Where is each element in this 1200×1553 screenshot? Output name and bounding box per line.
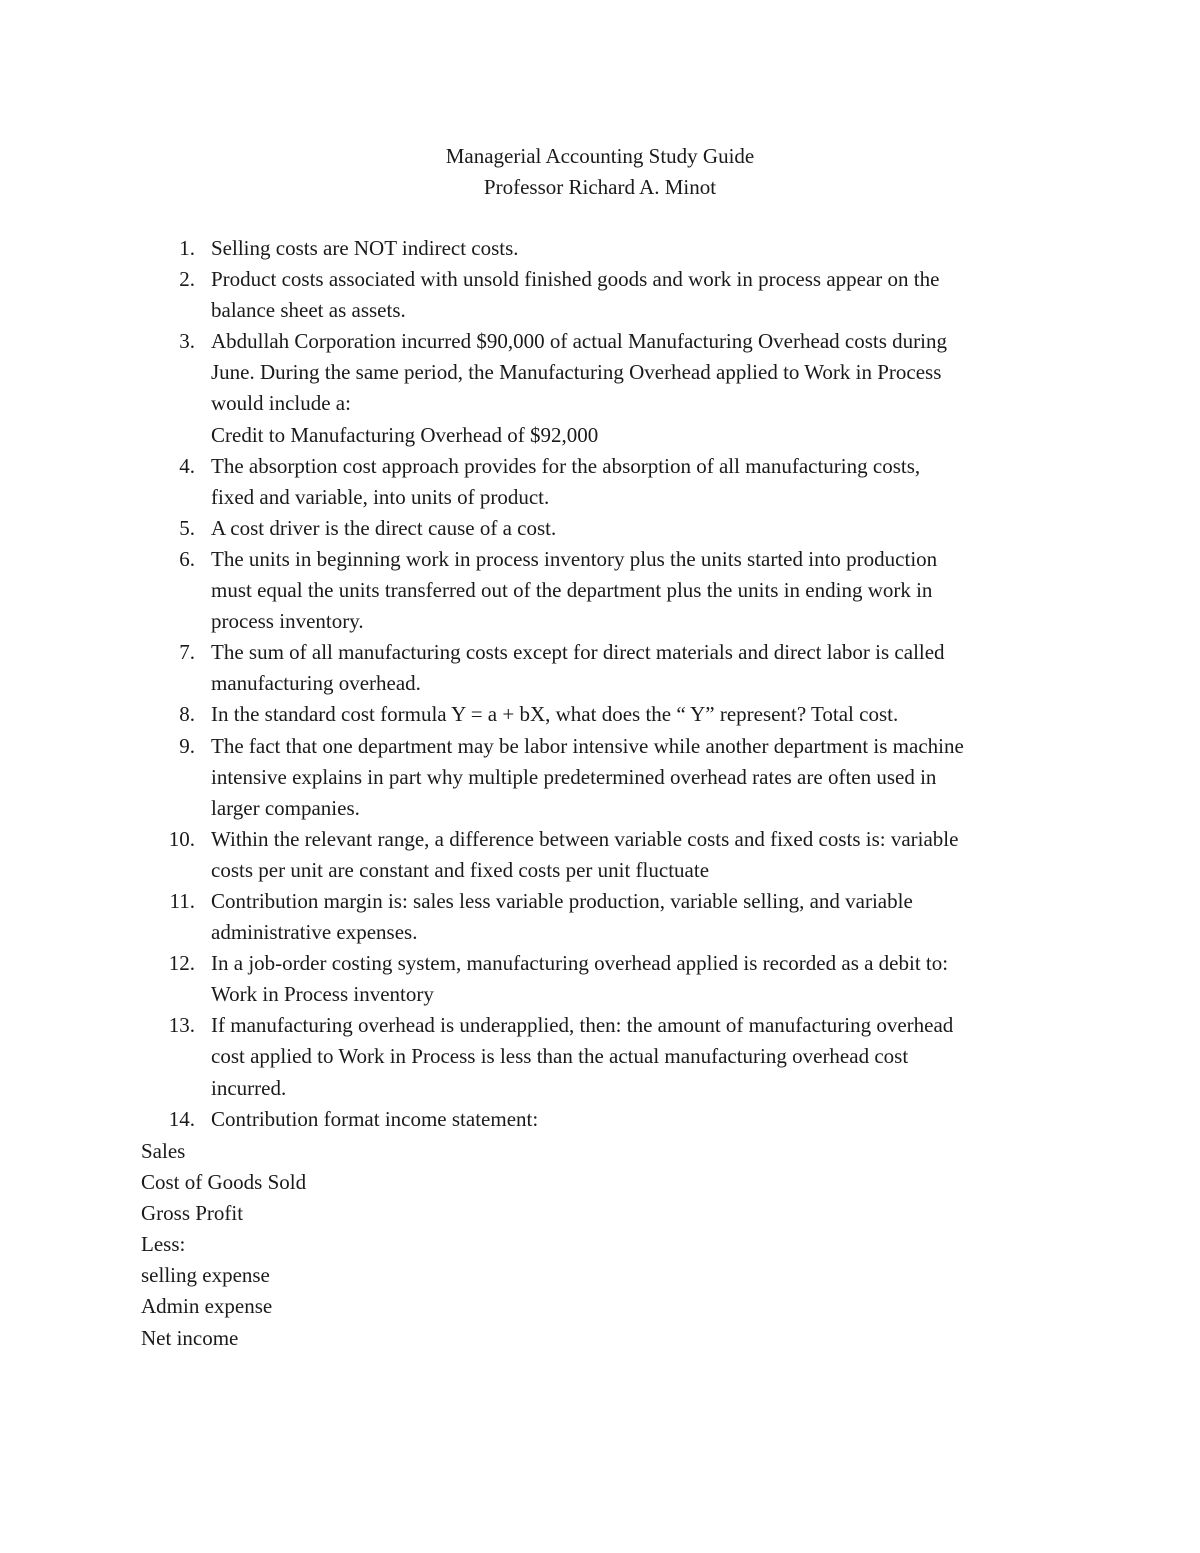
list-item-text-line: The absorption cost approach provides for the absorption of all manufacturing costs, (211, 453, 921, 478)
list-item-number: 12. (168, 951, 195, 976)
list-item-text-line: costs per unit are constant and fixed costs per unit fluctuate (211, 857, 710, 882)
list-item-text-line: The units in beginning work in process inventory plus the units started into production (211, 546, 938, 571)
list-item (0, 451, 1200, 513)
list-item-text-line: would include a: (211, 391, 351, 416)
list-item (0, 886, 1200, 948)
list-item (0, 233, 1200, 264)
study-guide-list (0, 233, 1200, 1135)
document-title: Managerial Accounting Study Guide (445, 144, 755, 168)
list-item (0, 326, 1200, 450)
list-item (0, 513, 1200, 544)
list-item-number: 14. (168, 1106, 195, 1131)
list-item-number: 2. (179, 267, 195, 292)
statement-line: Less: (141, 1232, 186, 1257)
list-item (0, 948, 1200, 1010)
list-item-text-line: The sum of all manufacturing costs except for direct materials and direct labor is called (211, 640, 945, 665)
list-item-text-line: Work in Process inventory (211, 982, 434, 1007)
list-item-text-line: Abdullah Corporation incurred $90,000 of actual Manufacturing Overhead costs during (211, 329, 947, 354)
list-item-number: 13. (168, 1013, 195, 1038)
statement-line: Gross Profit (141, 1201, 244, 1226)
list-item-text-line: Contribution margin is: sales less variable production, variable selling, and variable (211, 888, 913, 913)
list-item-text-line: administrative expenses. (211, 920, 418, 945)
document-subtitle: Professor Richard A. Minot (483, 175, 717, 199)
list-item-text-line: A cost driver is the direct cause of a cost. (211, 515, 557, 540)
list-item-number: 6. (179, 546, 195, 571)
statement-line: Net income (141, 1325, 239, 1350)
list-item-text-line: Within the relevant range, a difference between variable costs and fixed costs is: variable (211, 826, 959, 851)
list-item-number: 10. (168, 826, 195, 851)
list-item-number: 3. (179, 329, 195, 354)
list-item-text-line: process inventory. (211, 609, 364, 634)
list-item-text-line: If manufacturing overhead is underapplied, then: the amount of manufacturing overhead (211, 1013, 954, 1038)
list-item (0, 731, 1200, 824)
list-item (0, 1010, 1200, 1103)
list-item (0, 699, 1200, 730)
list-item-text-line: Credit to Manufacturing Overhead of $92,000 (211, 422, 599, 447)
list-item-text-line: intensive explains in part why multiple predetermined overhead rates are often used in (211, 764, 937, 789)
list-item-text-line: In a job-order costing system, manufacturing overhead applied is recorded as a debit to: (211, 951, 949, 976)
list-item-text-line: Product costs associated with unsold finished goods and work in process appear on the (211, 267, 940, 292)
list-item-text-line: Contribution format income statement: (211, 1106, 539, 1131)
list-item-text-line: incurred. (211, 1075, 287, 1100)
list-item-text-line: larger companies. (211, 795, 360, 820)
statement-line: Sales (141, 1139, 186, 1163)
list-item-text-line: The fact that one department may be labor intensive while another department is machine (211, 733, 964, 758)
list-item-number: 4. (179, 453, 195, 478)
document-header (0, 141, 1200, 203)
list-item-number: 11. (169, 888, 195, 913)
list-item-text-line: June. During the same period, the Manufacturing Overhead applied to Work in Process (211, 360, 942, 385)
list-item (0, 264, 1200, 326)
statement-line: Cost of Goods Sold (141, 1170, 307, 1195)
list-item-text-line: manufacturing overhead. (211, 671, 421, 696)
list-item-text-line: Selling costs are NOT indirect costs. (211, 236, 519, 260)
list-item-number: 8. (179, 702, 195, 727)
list-item-number: 5. (179, 515, 195, 540)
list-item-text-line: must equal the units transferred out of the department plus the units in ending work in (211, 578, 933, 603)
list-item (0, 1104, 1200, 1135)
list-item-number: 7. (179, 640, 195, 665)
list-item-number: 1. (179, 236, 195, 260)
list-item (0, 544, 1200, 637)
list-item (0, 637, 1200, 699)
statement-line: Admin expense (141, 1294, 273, 1319)
list-item-number: 9. (179, 733, 195, 758)
list-item-text-line: In the standard cost formula Y = a + bX, what does the “ Y” represent? Total cost. (211, 702, 899, 727)
list-item (0, 824, 1200, 886)
statement-line: selling expense (141, 1263, 270, 1288)
income-statement-lines (141, 1136, 306, 1354)
list-item-text-line: cost applied to Work in Process is less than the actual manufacturing overhead cost (211, 1044, 909, 1069)
list-item-text-line: fixed and variable, into units of product. (211, 484, 550, 509)
list-item-text-line: balance sheet as assets. (211, 298, 406, 323)
